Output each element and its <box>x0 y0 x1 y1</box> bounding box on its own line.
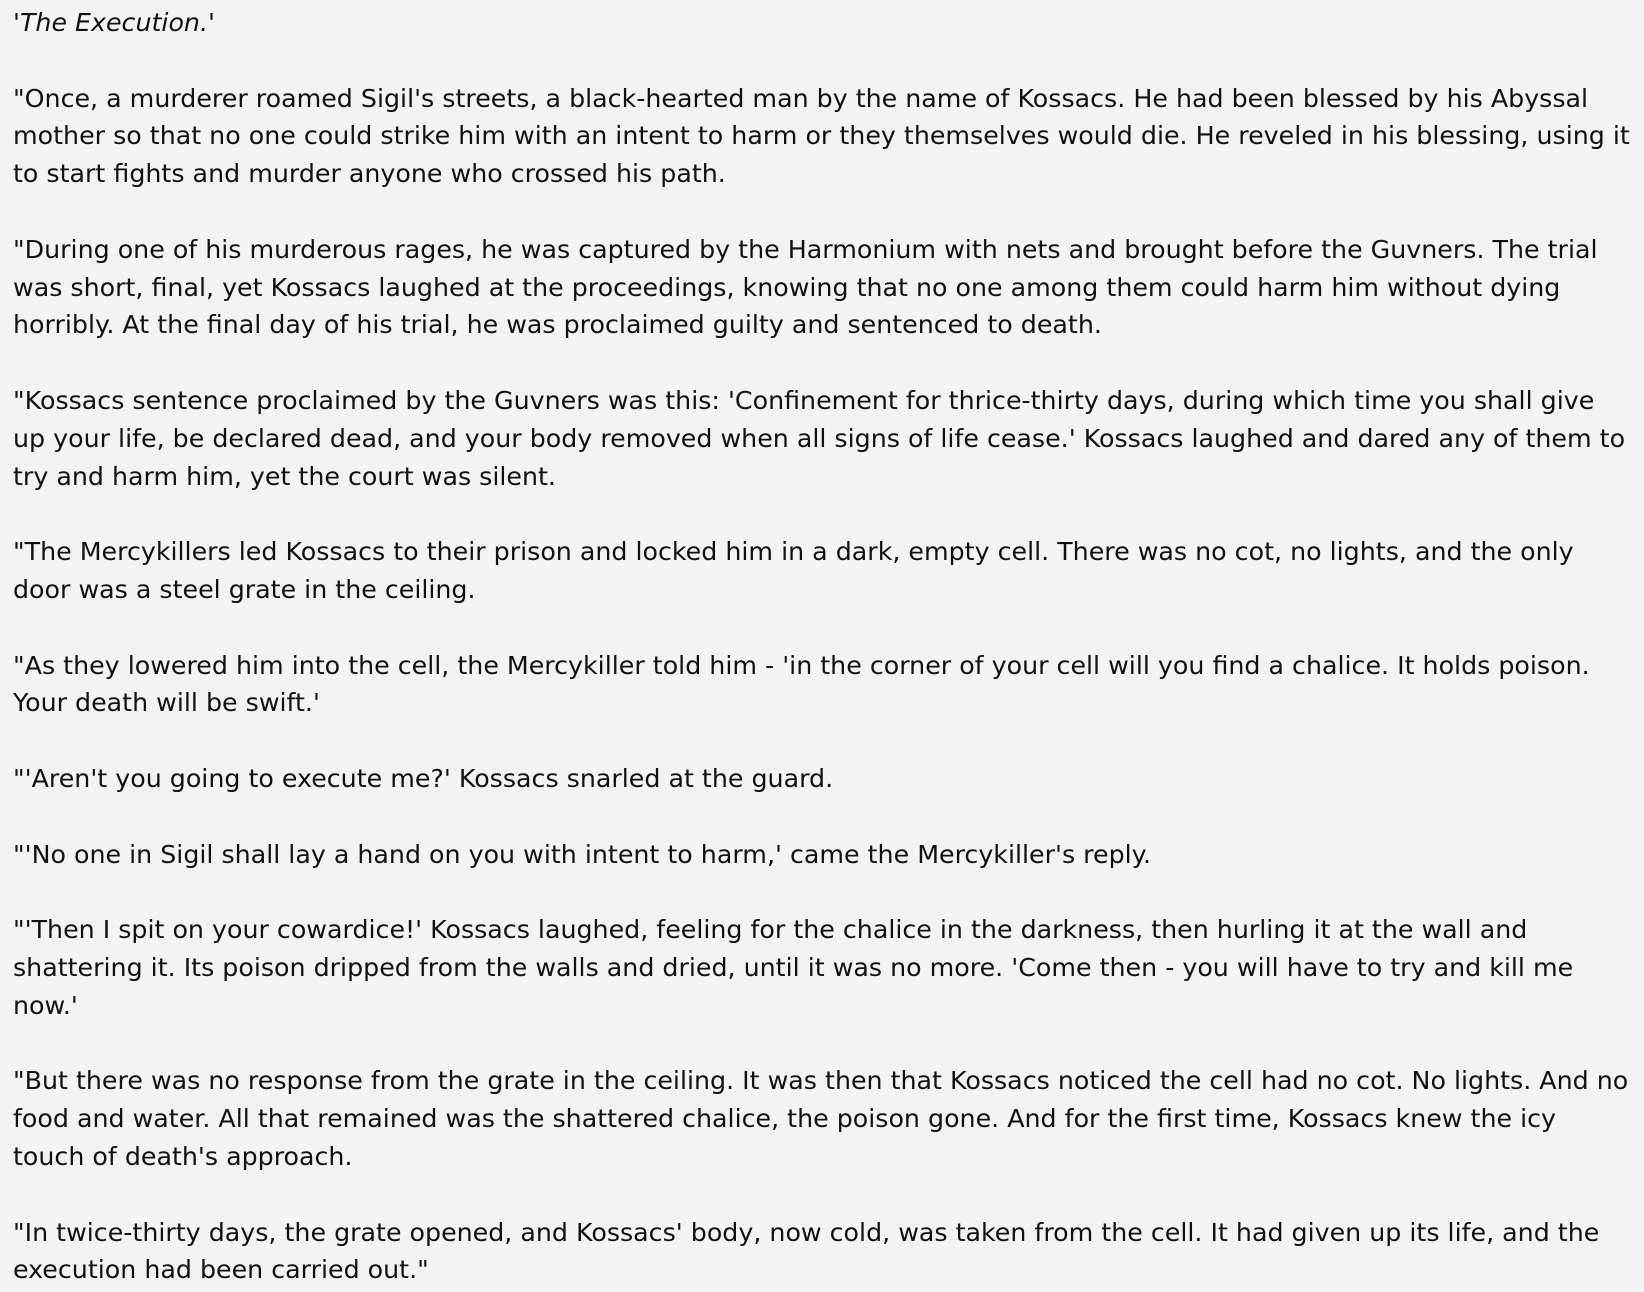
story-paragraph: "'No one in Sigil shall lay a hand on you with intent to harm,' came the Mercykiller's reply. <box>13 839 1152 869</box>
story-paragraph: "Kossacs sentence proclaimed by the Guvners was this: 'Confinement for thrice-thirty days, during which time you shall give up your life, be declared dead, and your body removed when all signs of life cease.' Kossacs laughed and dared any of them to try and harm him, yet the court was silent. <box>13 385 1626 491</box>
story-paragraph: "In twice-thirty days, the grate opened, and Kossacs' body, now cold, was taken from the cell. It had given up its life, and the execution had been carried out." <box>13 1217 1600 1285</box>
story-paragraph: "'Then I spit on your cowardice!' Kossacs laughed, feeling for the chalice in the darkness, then hurling it at the wall and shattering it. Its poison dripped from the walls and dried, until it was no more. 'Come then - you will have to try and kill me now.' <box>13 915 1574 1020</box>
story-paragraph: "As they lowered him into the cell, the Mercykiller told him - 'in the corner of your cell will you find a chalice. It holds poison. Your death will be swift.' <box>13 650 1590 718</box>
story-paragraph: "The Mercykillers led Kossacs to their prison and locked him in a dark, empty cell. There was no cot, no lights, and the only door was a steel grate in the ceiling. <box>13 537 1574 604</box>
story-paragraph: "During one of his murderous rages, he was captured by the Harmonium with nets and brought before the Guvners. The trial was short, final, yet Kossacs laughed at the proceedings, knowing that no one among them could harm him without dying horribly. At the final day of his trial, he was proclaimed guilty and sentenced to death. <box>13 234 1598 340</box>
story-paragraph: "But there was no response from the grate in the ceiling. It was then that Kossacs noticed the cell had no cot. No lights. And no food and water. All that remained was the shattered chalice, the poison gone. And for the first time, Kossacs knew the icy touch of death's approach. <box>13 1066 1629 1171</box>
story-title: 'The Execution.' <box>13 8 215 37</box>
story-paragraph: "Once, a murderer roamed Sigil's streets, a black-hearted man by the name of Kossacs. He had been blessed by his Abyssal mother so that no one could strike him with an intent to harm or they themselves would die. He reveled in his blessing, using it to start fights and murder anyone who crossed his path. <box>13 83 1630 189</box>
story-paragraph: "'Aren't you going to execute me?' Kossacs snarled at the guard. <box>13 763 834 793</box>
